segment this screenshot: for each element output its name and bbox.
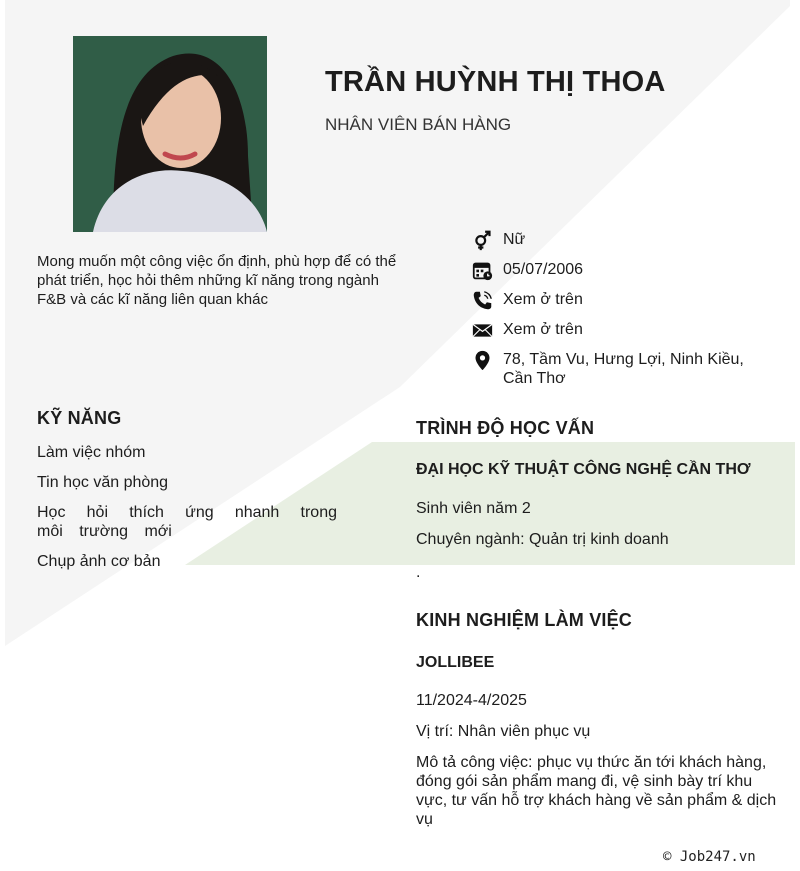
skill-item: Học hỏi thích ứng nhanh trong môi trường mới	[37, 504, 337, 540]
email-value: Xem ở trên	[503, 321, 583, 338]
contact-list	[472, 230, 762, 388]
candidate-role: NHÂN VIÊN BÁN HÀNG	[325, 115, 512, 134]
gender-value: Nữ	[503, 231, 526, 248]
email-icon	[472, 320, 493, 341]
candidate-name: TRẦN HUỲNH THỊ THOA	[325, 66, 666, 98]
phone-icon	[472, 290, 493, 311]
address-value: 78, Tầm Vu, Hưng Lợi, Ninh Kiều, Cần Thơ	[503, 351, 744, 387]
birthday-value: 05/07/2006	[503, 261, 584, 278]
phone-value: Xem ở trên	[503, 291, 583, 308]
skills-title: KỸ NĂNG	[37, 408, 122, 428]
skill-item: Làm việc nhóm	[37, 444, 146, 461]
profile-photo	[73, 36, 267, 232]
experience-title: KINH NGHIỆM LÀM VIỆC	[416, 610, 633, 630]
company-name: JOLLIBEE	[416, 654, 495, 671]
skills-list	[37, 443, 337, 582]
location-pin-icon	[472, 350, 493, 371]
gender-icon	[472, 230, 493, 251]
skill-item: Chụp ảnh cơ bản	[37, 553, 161, 570]
education-title: TRÌNH ĐỘ HỌC VẤN	[416, 418, 595, 438]
experience-description: Mô tả công việc: phục vụ thức ăn tới khách hàng, đóng gói sản phẩm mang đi, vệ sinh bày trí khu vực, tư vấn hỗ trợ khách hàng về sản phẩm & dịch vụ	[416, 754, 777, 828]
calendar-icon	[472, 260, 493, 281]
education-note: .	[416, 564, 421, 581]
contact-phone	[472, 290, 762, 309]
contact-email	[472, 320, 762, 339]
education-year: Sinh viên năm 2	[416, 500, 531, 517]
education-major: Chuyên ngành: Quản trị kinh doanh	[416, 531, 669, 548]
contact-address	[472, 350, 762, 388]
watermark: © Job247.vn	[663, 849, 756, 865]
career-objective: Mong muốn một công việc ổn định, phù hợp để có thể phát triển, học hỏi thêm những kĩ năng trong ngành F&B và các kĩ năng liên quan khác	[37, 253, 397, 308]
school-name: ĐẠI HỌC KỸ THUẬT CÔNG NGHỆ CẦN THƠ	[416, 461, 751, 478]
skill-item: Tin học văn phòng	[37, 474, 169, 491]
contact-gender	[472, 230, 762, 249]
experience-period: 11/2024-4/2025	[416, 692, 527, 709]
contact-birthday	[472, 260, 762, 279]
experience-position: Vị trí: Nhân viên phục vụ	[416, 723, 591, 740]
